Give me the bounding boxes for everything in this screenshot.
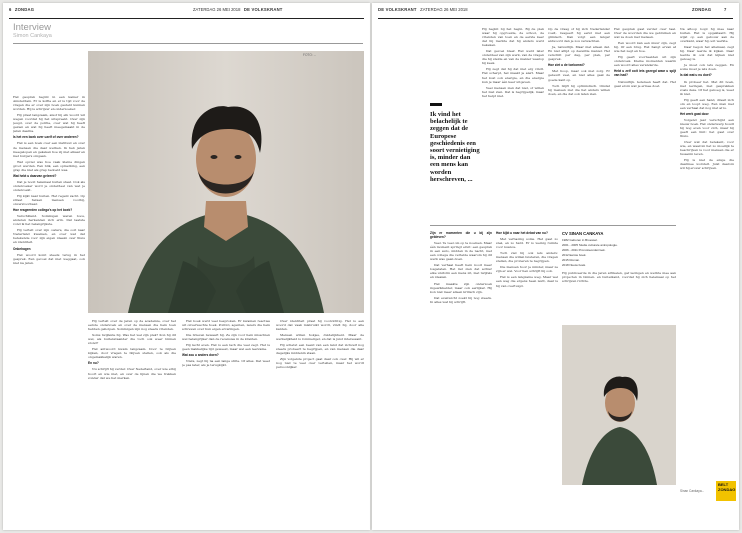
pull-quote: Ik vind het belachelijk te zeggen dat de Europese geschiedenis een soort vernietiging is, minder dan een mens kan worden herschreven, ... [430, 111, 480, 183]
photo-credit: FOTO: ... [303, 53, 317, 57]
right-page-number: 7 [724, 7, 727, 12]
section-title: Interview [13, 22, 52, 33]
badge-line: BELT [718, 482, 729, 487]
right-body-column-5: Zijn er momenten die u bij zijn gebleven? Veel. Te veel om op te noemen. Maar één moment springt eruit: een gesprek in een auto, midden in de nacht, met een collega die vertelde waarom hij dit werk was gaan doen. Dat verhaal heeft hem nooit meer losgelaten. Het liet zien dat achter elke uniform een mens zit, met twijfels en idealen. Het maakte zijn onderzoek ingewikkelder, maar ook eerlijker. Hij kon niet meer alleen kritisch zijn. Dat evenwicht zoekt hij nog steeds. In alles wat hij schrijft. [430, 231, 492, 304]
byline: Simon Cankaya [13, 33, 52, 39]
right-section-header [692, 7, 711, 17]
right-body-column-7: Hij publiceerde in die jaren artikelen, gaf lezingen en werkte mee aan projecten in binnen- en buitenland, voordat hij zich helemaal op het schrijven richtte. [562, 271, 676, 284]
secondary-photo [562, 325, 676, 485]
pull-quote-mark [430, 103, 442, 106]
left-subheader-rule [13, 43, 363, 44]
bio-line: 2015 Roman. [562, 257, 581, 262]
left-page-number: 6 [9, 7, 12, 12]
right-body-column-2: Op de vraag of hij zich Nederlander voelt, reageert hij eerst met een glimlach. Dan volgt een langer antwoord dan je zou verwachten. Ja, natuurlijk. Maar niet alleen dat. En niet altijd op dezelfde manier. Het verschilt per dag, per plek, per gesprek. Hoe ziet u de toekomst? Met hoop, maar ook met zorg. Er gebeurt veel, en niet alles gaat de goede kant op. Toch blijft hij optimistisch. Omdat hij mensen ziet die het anders willen doen, en die dat ook laten zien. [548, 27, 610, 96]
bio-list [562, 239, 676, 268]
bio-line: 2006 - 2011 Promotieonderzoek. [562, 247, 606, 252]
badge-logo [716, 481, 736, 501]
left-body-column-2: Hij vertelt over de jaren op de academie, over het eerste onderzoek en over de mensen die hem toen hebben geholpen. Sommigen zijn nog steeds vrienden. Soms twijfelde hij. Was het wel zijn plek? Kon hij dit wel, als buitenstaander die toch ook weer binnen stond? Het antwoord kwam langzaam. Door te blijven kijken, door vragen te blijven stellen, ook als die ongemakkelijk waren. En nu? Nu schrijft hij verder. Over Nederland, over wie erbij hoort en wie niet, en over de lijnen die we trekken zonder dat we het merken. [88, 319, 176, 380]
right-date-text: ZATERDAG 26 MEI 2018 [420, 7, 468, 12]
bio-line: 2001 - 2005 Studie culturele antropologie. [562, 242, 618, 247]
left-body-column-3: Het boek werd veel besproken. Er kwamen reacties uit onverwachte hoek. Politici, agenten, lezers die hem schreven over hun eigen ervaringen. Die brieven bewaart hij. Ze zijn voor hem misschien wel belangrijker dan de recensies in de kranten. Hij lacht even. Het is een lach die veel zegt. Het is geen makkelijke tijd geweest, maar wel een leerzame. Wat zou u anders doen? Niets, zegt hij na een lange stilte. Of alles. Dat weet je pas later, als je terugkijkt. [182, 319, 270, 368]
right-running-header [378, 7, 468, 17]
right-body-column-3: Het gesprek gaat verder over taal. Over de woorden die we gebruiken en wat ze doen met mensen. Een woord kan een muur zijn, zegt hij. Of een brug. Het hangt ervan af wie het zegt en hoe. Hij geeft voorbeelden uit zijn onderzoek. Kleine momenten waarin een woord alles veranderde. Hebt u zelf ooit iets gezegd waar u spijt van had? Natuurlijk. Iedereen heeft dat. Het gaat erom wat je ermee doet. [614, 27, 676, 88]
right-body-column-6: Hoe kijkt u naar het debat van nu? Met verbazing soms. Het gaat zo snel, en zo hard. Er is weinig ruimte voor nuance. Toch ziet hij ook iets anders: mensen die willen luisteren, die vragen stellen, die proberen te begrijpen. Die mensen hoor je minder, maar ze zijn er wel. Voor hen schrijft hij ook. Het is een langzame weg. Maar wel een weg die ergens heen leidt, daar is hij van overtuigd. [496, 231, 558, 288]
left-date-text: ZATERDAG 26 MEI 2018 [193, 7, 241, 12]
portrait-photo [88, 51, 364, 313]
badge-line: ZONDAG [718, 486, 736, 492]
secondary-photo-illustration [562, 325, 676, 485]
left-paper-name: DE VOLKSKRANT [243, 7, 283, 12]
right-middle-rule [430, 225, 676, 226]
left-running-header [9, 7, 161, 17]
right-body-column-1: Hij begint bij het begin. Bij de plek waar hij opgroeide, de school, de vrienden van toen en de eerste keer dat hij merkte dat hij anders werd bekeken. Dat gevoel bleef. Het werd later onderdeel van zijn werk, van de vragen die hij stelde en van de manier waarop hij keek. Hij zegt dat hij dat niet erg vindt. Het scherpt, het maakt je alert. Maar het kost ook energie, en die energie kun je maar één keer uitgeven. Veel mensen zien dat niet, of willen het niet zien. Dat is begrijpelijk, maar het helpt niet. [482, 27, 544, 98]
bio-line: 1982 Geboren in Bruessel. [562, 238, 598, 242]
bio-heading: CV SINAN CANKAYA [562, 231, 604, 236]
right-photo-caption: Sinan Cankaya... [680, 489, 705, 493]
right-paper-name: DE VOLKSKRANT [378, 7, 417, 12]
bio-line: 2018 Nieuw boek. [562, 262, 587, 267]
left-body-column-4: Over identiteit praat hij voorzichtig. Het is een woord dat vaak misbruikt wordt, vindt hij, door alle kanten. Mensen willen hokjes, duidelijkheid. Maar de werkelijkheid is rommeliger, en dat is juist interessant. Hij schetst een beeld van een land dat zichzelf nog steeds probeert te begrijpen, en van mensen die daar dagelijks middenin staan. Zijn volgende project gaat daar ook over. Hij wil er nog niet te veel over vertellen, maar het wordt persoonlijker. [276, 319, 364, 370]
left-section-label: ZONDAG [14, 7, 35, 12]
right-page [372, 3, 739, 530]
left-date [193, 7, 283, 17]
portrait-illustration [88, 51, 364, 313]
right-section-label: ZONDAG [692, 7, 712, 12]
right-body-column-4: Na afloop loopt hij mee naar buiten. Het is opgeklaard. Hij wijst op een gebouw aan de overkant, waar hij ooit werkte. Daar begon het allemaal, zegt hij. Daar leerde ik kijken. Daar leerde ik ook dat kijken niet genoeg is. Je moet ook iets zeggen. En soms moet je iets doen. Is dat wat u nu doet? Ik probeer het. Met dit boek, met lezingen, met gesprekken zoals deze. Of het genoeg is, weet ik niet. Hij geeft een hand, draait zich om en loopt weg. Een man met een verhaal dat nog niet af is. Het werk gaat door Volgend jaar verschijnt een nieuw boek. Het onderwerp houdt hij nog even voor zich, maar hij geeft een hint: het gaat over thuis. Over wat dat betekent, voor wie, en waarom het zo moeilijk te beschrijven is voor mensen die er tussenin leven. Hij is niet de enige die daarmee worstelt. Juist daarom wil hij erover schrijven. [680, 27, 734, 171]
left-header-rule [9, 18, 364, 19]
left-body-column: Het gesprek begint in een kamer in Amsterdam. Er is koffie en er is tijd voor de vragen die er over zijn boek gesteld kunnen worden. Hij is schrijver en onderzoeker. Hij praat langzaam, alsof hij elk woord wil wegen voordat hij het uitspreekt. Over zijn jeugd, over de politie, over wat hij heeft gezien en wat hij heeft meegemaakt in de jaren daarna. Is het een boek over uzelf of over anderen? Het is een boek over een instituut en over de mensen die daar werken. Ik heb jaren meegelopen en gekeken hoe zij met elkaar en met burgers omgaan. Wat opviel was hoe vaak kleine dingen groot werden. Een blik, een opmerking, een grap die niet als grap bedoeld was. Wat hebt u daarvan geleerd? Dat je nooit helemaal buiten staat. Ook als onderzoeker word je onderdeel van wat je onderzoekt. Hij kijkt naar buiten. Het regent zacht. Op straat fietsen mensen voorbij, onverstoorbaar. Hoe reageerden collega's op het boek? Verschillend. Sommigen waren boos, anderen herkenden zich erin. Dat laatste vond ik het belangrijkste. Hij vertelt over zijn ouders, die ooit naar Nederland kwamen, en over wat dat betekende voor zijn eigen ideeën over thuis en identiteit. Onbehagen Het woord komt steeds terug in het gesprek. Een gevoel dat niet weggaat, ook niet na jaren. [13, 95, 85, 265]
bio-line: 2012 Eerste boek. [562, 252, 587, 257]
left-page [3, 3, 370, 530]
right-header-rule [378, 18, 733, 19]
